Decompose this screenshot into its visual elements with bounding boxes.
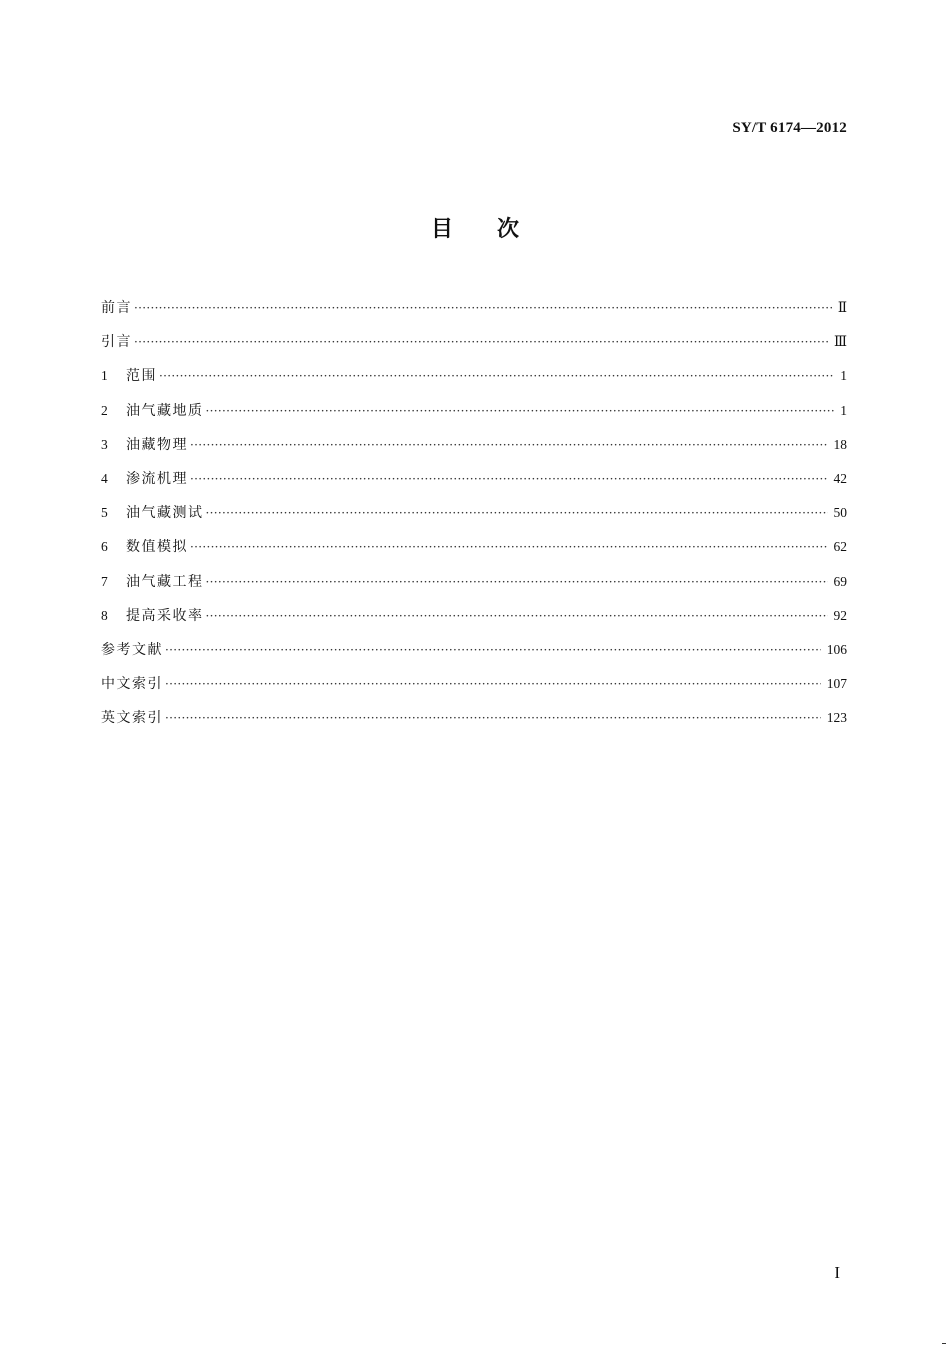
toc-entry-label: 油气藏工程 (126, 573, 204, 590)
toc-leader-dots (134, 296, 832, 320)
toc-entry-label: 引言 (101, 334, 132, 351)
toc-entry-number: 5 (101, 505, 108, 521)
toc-entry-number: 4 (101, 470, 108, 486)
toc-entry-5[interactable] (101, 501, 847, 535)
toc-entry-label: 油气藏测试 (126, 505, 204, 522)
toc-leader-dots (165, 638, 821, 662)
toc-entry-page: Ⅱ (837, 300, 847, 315)
toc-entry-page: 18 (833, 436, 847, 452)
toc-entry-label: 数值模拟 (126, 539, 188, 556)
toc-leader-dots (190, 535, 828, 559)
toc-entry-label: 前言 (101, 300, 132, 316)
toc-leader-dots (134, 330, 828, 354)
toc-entry-7[interactable] (101, 570, 847, 604)
toc-leader-dots (206, 604, 828, 628)
toc-entry-label: 提高采收率 (126, 607, 204, 624)
toc-entry-chinese-index[interactable] (101, 672, 847, 706)
toc-entry-page: 62 (833, 539, 847, 555)
toc-leader-dots (206, 501, 828, 525)
toc-leader-dots (159, 364, 834, 388)
toc-entry-4[interactable] (101, 467, 847, 501)
toc-entry-label: 油气藏地质 (126, 402, 204, 419)
toc-entry-label: 渗流机理 (126, 470, 188, 487)
toc-entry-references[interactable] (101, 638, 847, 672)
toc-entry-foreword[interactable] (101, 296, 847, 330)
toc-entry-english-index[interactable] (101, 706, 847, 740)
toc-entry-page: 50 (833, 505, 847, 521)
toc-entry-label: 英文索引 (101, 710, 163, 727)
toc-entry-page: 123 (826, 710, 847, 726)
standard-code: SY/T 6174—2012 (732, 120, 847, 136)
toc-entry-number: 3 (101, 436, 108, 452)
toc-entry-label: 中文索引 (101, 676, 163, 693)
toc-entry-introduction[interactable] (101, 330, 847, 364)
toc-entry-number: 2 (101, 402, 108, 418)
toc-entry-number: 7 (101, 573, 108, 589)
toc-leader-dots (165, 672, 821, 696)
toc-entry-1[interactable] (101, 364, 847, 398)
toc-entry-page: 92 (833, 607, 847, 623)
toc-leader-dots (190, 467, 828, 491)
page-title: 目次 (430, 217, 563, 242)
toc-entry-page: Ⅲ (833, 334, 847, 350)
toc-entry-number: 6 (101, 539, 108, 555)
table-of-contents (101, 296, 847, 740)
toc-leader-dots (190, 433, 828, 457)
toc-entry-3[interactable] (101, 433, 847, 467)
toc-entry-number: 8 (101, 607, 108, 623)
toc-entry-2[interactable] (101, 399, 847, 433)
toc-entry-8[interactable] (101, 604, 847, 638)
toc-entry-label: 参考文献 (101, 641, 163, 658)
toc-leader-dots (206, 399, 835, 423)
toc-entry-page: 106 (826, 641, 847, 657)
toc-entry-page: 107 (826, 676, 847, 692)
toc-entry-page: 1 (840, 402, 847, 418)
page-number: I (834, 1263, 840, 1282)
scan-edge-mark (942, 1343, 946, 1344)
toc-entry-label: 范围 (126, 368, 157, 385)
toc-entry-6[interactable] (101, 535, 847, 569)
toc-leader-dots (206, 570, 828, 594)
toc-entry-page: 69 (833, 573, 847, 589)
toc-entry-page: 1 (840, 368, 847, 384)
toc-entry-label: 油藏物理 (126, 436, 188, 453)
toc-entry-number: 1 (101, 368, 108, 384)
toc-entry-page: 42 (833, 470, 847, 486)
toc-leader-dots (165, 706, 821, 730)
